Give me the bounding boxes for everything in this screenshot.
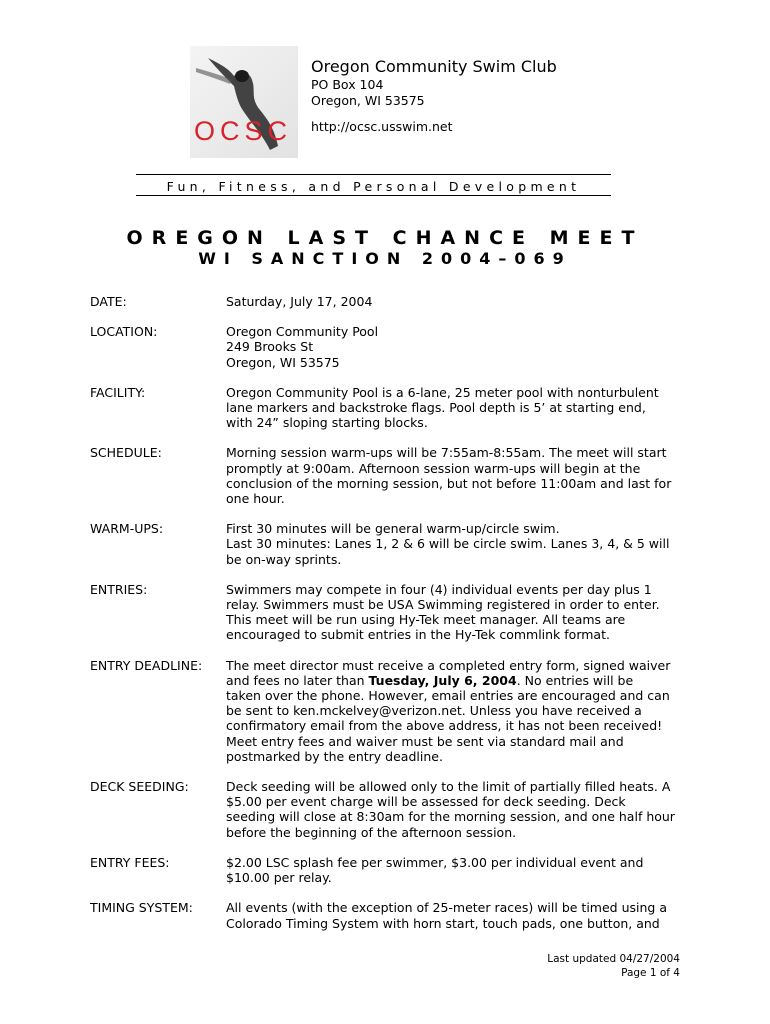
row-date [90,294,690,309]
row-label: ENTRY DEADLINE: [90,657,203,673]
value-line: Colorado Timing System with horn start, touch pads, one button, and [226,915,660,931]
org-url: http://ocsc.usswim.net [311,119,453,134]
page-footer [547,952,680,980]
value-line: $5.00 per event charge will be assessed for deck seeding. Deck [226,794,626,810]
value-line: Oregon Community Pool is a 6-lane, 25 meter pool with nonturbulent [226,384,659,400]
row-label: ENTRIES: [90,581,148,597]
row-value [226,658,686,764]
row-value [226,445,686,506]
value-line: Morning session warm-ups will be 7:55am-8:55am. The meet will start [226,445,667,461]
value-line: with 24” sloping starting blocks. [226,415,428,431]
value-line: encouraged to submit entries in the Hy-Tek commlink format. [226,627,610,643]
deadline-date: Tuesday, July 6, 2004 [368,672,517,688]
logo-text: OCSC [194,116,293,146]
row-value [226,855,686,885]
value-line: Swimmers may compete in four (4) individual events per day plus 1 [226,581,652,597]
row-schedule [90,445,690,506]
row-label: TIMING SYSTEM: [90,900,193,916]
value-line: All events (with the exception of 25-meter races) will be timed using a [226,900,667,916]
row-label: DECK SEEDING: [90,779,189,795]
value-line: 249 Brooks St [226,339,314,355]
row-timing-system [90,900,690,930]
row-value [226,324,686,370]
motto-rule-bottom [136,195,611,196]
row-value [226,779,686,840]
row-location [90,324,690,370]
row-label: SCHEDULE: [90,445,162,461]
value-line: The meet director must receive a completed entry form, signed waiver [226,657,671,673]
meet-title: OREGON LAST CHANCE MEET [126,227,644,249]
value-line [226,673,686,688]
value-line: be sent to ken.mckelvey@verizon.net. Unless you have received a [226,703,642,719]
row-label: ENTRY FEES: [90,854,170,870]
row-value [226,385,686,431]
meet-info [90,294,690,946]
value-line: Oregon, WI 53575 [226,354,340,370]
value-line: Deck seeding will be allowed only to the limit of partially filled heats. A [226,779,671,795]
value-line: postmarked by the entry deadline. [226,748,443,764]
value-line: $2.00 LSC splash fee per swimmer, $3.00 per individual event and [226,854,644,870]
row-label: DATE: [90,294,127,309]
row-label: FACILITY: [90,384,146,400]
value-line: Oregon Community Pool [226,324,379,340]
value-line: conclusion of the morning session, but not before 11:00am and last for [226,475,672,491]
value-line: Saturday, July 17, 2004 [226,294,373,309]
deadline-text: . No entries will be [516,672,634,688]
value-line: confirmatory email from the above address, it has not been received! [226,718,663,734]
value-line: Meet entry fees and waiver must be sent via standard mail and [226,733,624,749]
deadline-text: and fees no later than [226,672,369,688]
page-number: Page 1 of 4 [621,967,680,979]
value-line: This meet will be run using Hy-Tek meet manager. All teams are [226,612,626,628]
value-line: relay. Swimmers must be USA Swimming registered in order to enter. [226,597,660,613]
org-name: Oregon Community Swim Club [311,57,557,76]
row-warmups [90,521,690,567]
value-line: First 30 minutes will be general warm-up/circle swim. [226,521,560,537]
value-line: before the beginning of the afternoon session. [226,824,517,840]
row-entry-fees [90,855,690,885]
meet-sanction: WI SANCTION 2004–069 [198,249,572,268]
last-updated: Last updated 04/27/2004 [547,953,680,965]
value-line: Last 30 minutes: Lanes 1, 2 & 6 will be circle swim. Lanes 3, 4, & 5 will [226,536,670,552]
motto: Fun, Fitness, and Personal Development [166,179,581,194]
value-line: taken over the phone. However, email entries are encouraged and can [226,688,670,704]
row-value [226,294,686,309]
org-address-2: Oregon, WI 53575 [311,93,425,108]
row-value [226,521,686,567]
value-line: lane markers and backstroke flags. Pool depth is 5’ at starting end, [226,400,646,416]
value-line: promptly at 9:00am. Afternoon session warm-ups will begin at the [226,460,641,476]
org-block [311,57,557,135]
row-value [226,582,686,643]
row-label: WARM-UPS: [90,521,164,537]
motto-rule-top [136,174,611,175]
org-address-1: PO Box 104 [311,77,384,92]
row-value [226,900,686,930]
row-entries [90,582,690,643]
value-line: seeding will close at 8:30am for the morning session, and one half hour [226,809,675,825]
row-label: LOCATION: [90,324,158,340]
club-logo [190,46,298,158]
value-line: $10.00 per relay. [226,870,332,886]
row-deck-seeding [90,779,690,840]
row-facility [90,385,690,431]
row-entry-deadline [90,658,690,764]
value-line: one hour. [226,491,285,507]
value-line: be on-way sprints. [226,551,342,567]
